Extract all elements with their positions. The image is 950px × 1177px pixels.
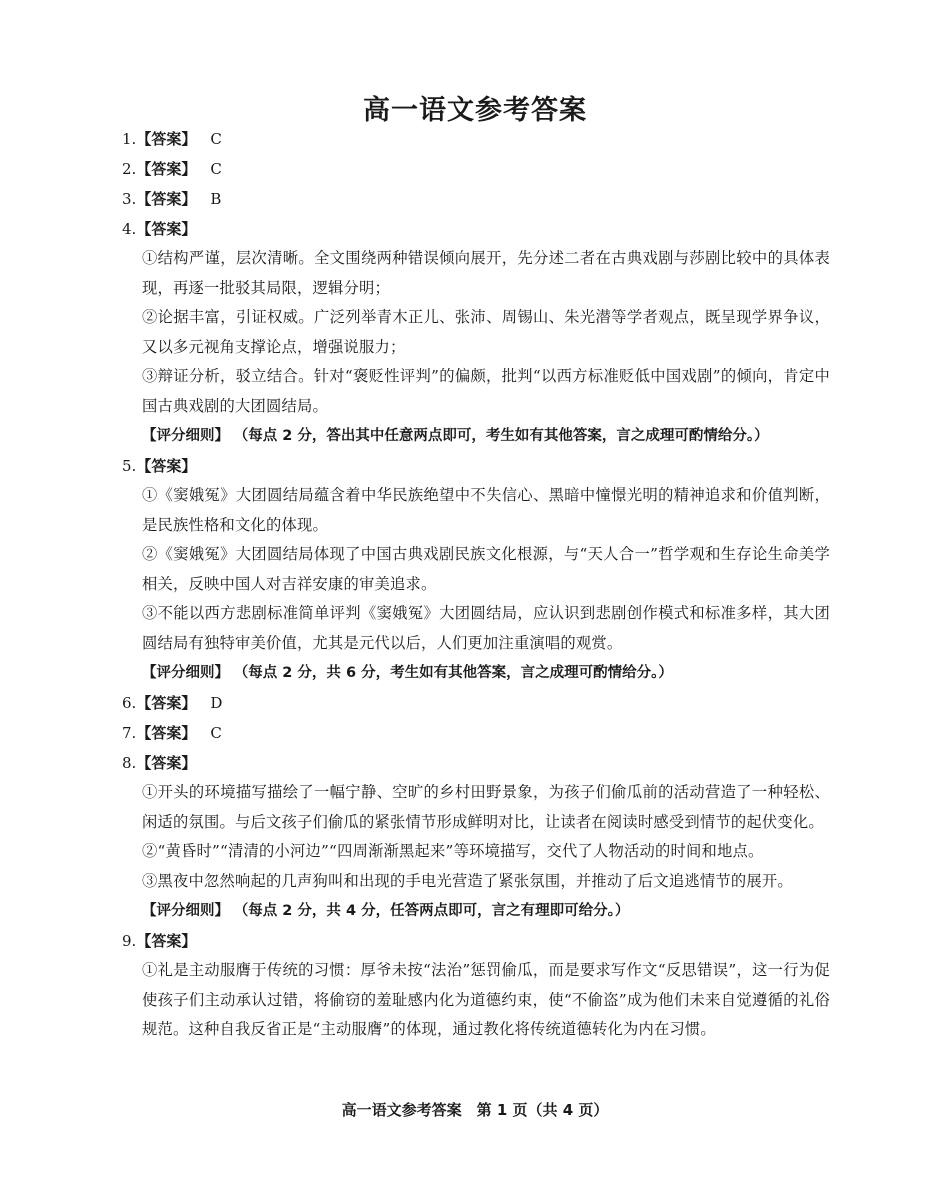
scoring-rule <box>142 896 830 926</box>
answer-paragraph: ③不能以西方悲剧标准简单评判《窦娥冤》大团圆结局，应认识到悲剧创作模式和标准多样，其大团圆结局有独特审美价值，尤其是元代以后，人们更加注重演唱的观赏。 <box>142 604 830 652</box>
question-answer-row <box>122 718 830 748</box>
question-answer-row <box>122 688 830 718</box>
question-answer-row <box>122 124 830 154</box>
answer-tag: 【答案】 <box>136 130 197 148</box>
answer-choice: B <box>210 190 222 208</box>
answer-paragraph: ①《窦娥冤》大团圆结局蕴含着中华民族绝望中不失信心、黑暗中憧憬光明的精神追求和价值判断，是民族性格和文化的体现。 <box>142 486 830 534</box>
answer-choice: C <box>210 130 222 148</box>
question-number: 8. <box>122 754 137 772</box>
question-answer-row <box>122 748 830 778</box>
question-answer-row <box>122 451 830 481</box>
scoring-rule-text: （每点 2 分，共 6 分，考生如有其他答案，言之成理可酌情给分。） <box>241 665 673 681</box>
scoring-rule-tag: 【评分细则】 <box>142 903 229 919</box>
question-number: 9. <box>122 932 137 950</box>
answer-tag: 【答案】 <box>136 724 197 742</box>
question-number: 7. <box>122 724 137 742</box>
scoring-rule-tag: 【评分细则】 <box>142 665 229 681</box>
answer-choice: D <box>210 694 223 712</box>
answer-tag: 【答案】 <box>136 457 197 475</box>
answer-tag: 【答案】 <box>136 754 197 772</box>
answer-paragraph: ①开头的环境描写描绘了一幅宁静、空旷的乡村田野景象，为孩子们偷瓜前的活动营造了一种轻松、闲适的氛围。与后文孩子们偷瓜的紧张情节形成鲜明对比，让读者在阅读时感受到情节的起伏变化。 <box>142 783 830 831</box>
page-title: 高一语文参考答案 <box>363 95 587 126</box>
question-number: 6. <box>122 694 137 712</box>
answer-tag: 【答案】 <box>136 160 197 178</box>
answer-tag: 【答案】 <box>136 932 197 950</box>
answer-tag: 【答案】 <box>136 694 197 712</box>
page-footer: 高一语文参考答案 第 1 页（共 4 页） <box>341 1101 609 1119</box>
scoring-rule <box>142 658 830 688</box>
question-number: 4. <box>122 220 137 238</box>
question-number: 5. <box>122 457 137 475</box>
scoring-rule <box>142 421 830 451</box>
answer-paragraph: ③黑夜中忽然响起的几声狗叫和出现的手电光营造了紧张氛围，并推动了后文追逃情节的展开。 <box>142 871 793 890</box>
answer-paragraph: ②《窦娥冤》大团圆结局体现了中国古典戏剧民族文化根源，与“天人合一”哲学观和生存论生命美学相关，反映中国人对吉祥安康的审美追求。 <box>142 545 830 593</box>
answer-paragraph: ②“黄昏时”“清清的小河边”“四周渐渐黑起来”等环境描写，交代了人物活动的时间和地点。 <box>142 842 764 860</box>
answer-paragraph: ①礼是主动服膺于传统的习惯：厚爷未按“法治”惩罚偷瓜，而是要求写作文“反思错误”，这一行为促使孩子们主动承认过错，将偷窃的羞耻感内化为道德约束，使“不偷盗”成为他们未来自觉遵循的礼俗规范。这种自我反省正是“主动服膺”的体现，通过教化将传统道德转化为内在习惯。 <box>142 961 830 1038</box>
answer-choice: C <box>210 160 222 178</box>
question-answer-row <box>122 184 830 214</box>
answer-choice: C <box>210 724 222 742</box>
question-answer-row <box>122 154 830 184</box>
answer-paragraph: ①结构严谨，层次清晰。全文围绕两种错误倾向展开，先分述二者在古典戏剧与莎剧比较中的具体表现，再逐一批驳其局限，逻辑分明； <box>142 249 830 297</box>
question-number: 1. <box>122 130 137 148</box>
question-number: 3. <box>122 190 137 208</box>
scoring-rule-text: （每点 2 分，答出其中任意两点即可，考生如有其他答案，言之成理可酌情给分。） <box>241 428 769 444</box>
question-answer-row <box>122 926 830 956</box>
answer-list <box>122 124 830 1045</box>
answer-paragraph: ③辩证分析，驳立结合。针对“褒贬性评判”的偏颇，批判“以西方标准贬低中国戏剧”的倾向，肯定中国古典戏剧的大团圆结局。 <box>142 367 830 415</box>
scoring-rule-text: （每点 2 分，共 4 分，任答两点即可，言之有理即可给分。） <box>241 903 630 919</box>
scoring-rule-tag: 【评分细则】 <box>142 428 229 444</box>
answer-tag: 【答案】 <box>136 190 197 208</box>
question-answer-row <box>122 214 830 244</box>
question-number: 2. <box>122 160 137 178</box>
answer-tag: 【答案】 <box>136 220 197 238</box>
answer-paragraph: ②论据丰富，引证权威。广泛列举青木正儿、张沛、周锡山、朱光潜等学者观点，既呈现学界争议，又以多元视角支撑论点，增强说服力； <box>142 308 830 356</box>
